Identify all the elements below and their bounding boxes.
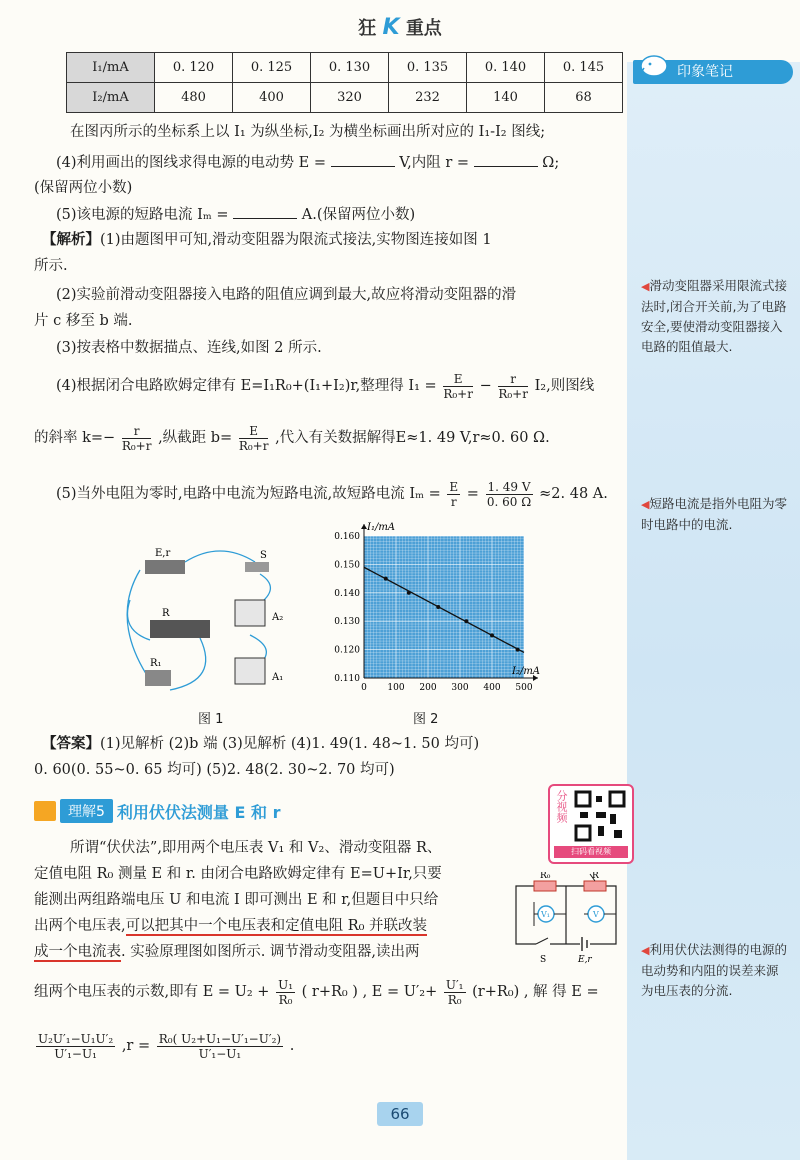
x-tick-label: 100 bbox=[387, 683, 405, 693]
plain-text: 出两个电压表, bbox=[34, 918, 126, 934]
label-er: E,r bbox=[578, 955, 592, 964]
triangle-icon: ◀ bbox=[641, 498, 650, 511]
table-row bbox=[67, 83, 623, 113]
elephant-icon bbox=[636, 44, 672, 80]
x-tick-label: 500 bbox=[515, 683, 533, 693]
data-point bbox=[516, 648, 520, 652]
fig1-label-a2: A₂ bbox=[272, 612, 284, 623]
denominator: R₀+r bbox=[238, 438, 269, 453]
paragraph-line: 所谓“伏伏法”,即用两个电压表 V₁ 和 V₂、滑动变阻器 R、 bbox=[70, 840, 442, 856]
table-cell: 232 bbox=[389, 83, 467, 113]
x-tick-label: 0 bbox=[361, 683, 367, 693]
y-tick-label: 0.120 bbox=[334, 645, 360, 656]
resistor-r1-shape bbox=[145, 670, 171, 686]
paragraph-line: (保留两位小数) bbox=[34, 180, 133, 196]
fraction bbox=[443, 372, 473, 401]
fraction bbox=[486, 480, 533, 509]
fraction bbox=[447, 480, 460, 509]
table-cell: 480 bbox=[155, 83, 233, 113]
note-text: 利用伏伏法测得的电源的电动势和内阻的误差来源为电压表的分流. bbox=[641, 942, 787, 998]
numerator: E bbox=[239, 424, 269, 439]
fig1-label-a1: A₁ bbox=[272, 672, 284, 683]
paragraph-line: 所示. bbox=[34, 258, 68, 274]
denominator: R₀+r bbox=[498, 386, 528, 401]
paragraph-line: (3)按表格中数据描点、连线,如图 2 所示. bbox=[56, 340, 322, 356]
x-tick-label: 400 bbox=[483, 683, 501, 693]
formula-line bbox=[34, 420, 619, 456]
table-cell: 0. 130 bbox=[311, 53, 389, 83]
data-point bbox=[464, 619, 468, 623]
table-cell: 140 bbox=[467, 83, 545, 113]
sidebar-heading-text: 印象笔记 bbox=[677, 64, 733, 80]
figure-2-caption: 图 2 bbox=[413, 712, 439, 727]
triangle-icon: ◀ bbox=[641, 944, 650, 957]
table-cell: 400 bbox=[233, 83, 311, 113]
answer-text: (1)见解析 (2)b 端 (3)见解析 (4)1. 49(1. 48~1. 50 均可) bbox=[100, 736, 480, 752]
q5-text: (5)该电源的短路电流 Iₘ = bbox=[56, 207, 229, 223]
scan-caption: 扫码看视频 bbox=[554, 846, 628, 858]
analysis-label: 【解析】 bbox=[42, 231, 100, 248]
data-point bbox=[407, 591, 411, 595]
formula-line: (5)当外电阻为零时,电路中电流为短路电流,故短路电流 Iₘ = $\frac{E}{r}$ = $\frac{1. 49 V}{0. 60 \Omega}$ ≈2. 48 A. bbox=[56, 479, 608, 509]
formula-text: 的斜率 k=− bbox=[34, 430, 116, 446]
paragraph-line: 能测出两组路端电压 U 和电流 I 即可测出 E 和 r,但题目中只给 bbox=[34, 892, 439, 908]
analysis-text: (1)由题图甲可知,滑动变阻器为限流式接法,实物图连接如图 1 bbox=[100, 232, 492, 248]
fraction bbox=[122, 424, 152, 453]
sidebar-note-3 bbox=[641, 940, 789, 1001]
underlined-text: 成一个电流表 bbox=[34, 944, 121, 960]
fig1-label-s: S bbox=[260, 550, 267, 561]
y-tick-label: 0.110 bbox=[334, 674, 360, 684]
fraction bbox=[498, 372, 528, 401]
table-cell: 0. 140 bbox=[467, 53, 545, 83]
row-header: I₁/mA bbox=[67, 53, 155, 83]
data-point bbox=[436, 605, 440, 609]
formula-line bbox=[34, 972, 619, 1012]
section-heading bbox=[34, 799, 280, 823]
figure-1-caption: 图 1 bbox=[198, 712, 224, 727]
figure-1-apparatus bbox=[110, 540, 300, 705]
fraction bbox=[157, 1032, 283, 1061]
fig1-label-er: E,r bbox=[155, 548, 171, 559]
battery-shape bbox=[145, 560, 185, 574]
sidebar-note-2 bbox=[641, 494, 789, 535]
numerator: E bbox=[449, 479, 459, 494]
paragraph-line: 在图丙所示的坐标系上以 I₁ 为纵坐标,I₂ 为横坐标画出所对应的 I₁-I₂ 图线; bbox=[70, 124, 546, 140]
formula-text: I₂,则图线 bbox=[534, 378, 595, 394]
formula-text: . bbox=[289, 1038, 295, 1054]
numerator: R₀( U₂+U₁−U′₁−U′₂) bbox=[158, 1031, 282, 1046]
table-cell: 0. 120 bbox=[155, 53, 233, 83]
page-header bbox=[0, 14, 800, 40]
formula-text: ,纵截距 b= bbox=[158, 430, 233, 446]
data-table bbox=[66, 52, 623, 113]
denominator: R₀ bbox=[447, 992, 462, 1007]
numerator: r bbox=[498, 372, 528, 387]
formula-text: (5)当外电阻为零时,电路中电流为短路电流,故短路电流 Iₘ = bbox=[56, 486, 441, 502]
header-left: 狂 bbox=[358, 18, 377, 39]
formula-text: (r+R₀) , 解 得 E = bbox=[472, 984, 599, 1000]
table-cell: 0. 135 bbox=[389, 53, 467, 83]
denominator: U′₁−U₁ bbox=[54, 1046, 97, 1061]
q4-text: (4)利用画出的图线求得电源的电动势 E = bbox=[56, 155, 326, 171]
numerator: r bbox=[122, 424, 152, 439]
paragraph-line: 片 c 移至 b 端. bbox=[34, 313, 133, 329]
table-row bbox=[67, 53, 623, 83]
q4-text: V,内阻 r = bbox=[399, 155, 470, 171]
y-tick-label: 0.160 bbox=[334, 532, 360, 542]
numerator: 1. 49 V bbox=[487, 479, 531, 494]
triangle-icon: ◀ bbox=[641, 280, 650, 293]
answer-line bbox=[42, 734, 627, 754]
circuit-diagram bbox=[510, 872, 622, 964]
section-title: 利用伏伏法测量 E 和 r bbox=[116, 802, 281, 822]
q5-text: A.(保留两位小数) bbox=[301, 207, 416, 223]
formula-line bbox=[56, 368, 641, 404]
section-tag: 理解5 bbox=[60, 799, 113, 823]
ammeter-a2-shape bbox=[235, 600, 265, 626]
formula-text: (4)根据闭合电路欧姆定律有 E=I₁R₀+(I₁+I₂)r,整理得 I₁ = bbox=[56, 378, 437, 394]
formula-text: 组两个电压表的示数,即有 E = U₂ + bbox=[34, 984, 270, 1000]
header-right: 重点 bbox=[405, 18, 442, 39]
y-axis-label: I₁/mA bbox=[367, 522, 396, 533]
fraction bbox=[36, 1032, 115, 1061]
paragraph-line: (2)实验前滑动变阻器接入电路的阻值应调到最大,故应将滑动变阻器的滑 bbox=[56, 287, 517, 303]
denominator: 0. 60 Ω bbox=[486, 494, 532, 509]
formula-text: ( r+R₀ ) , E = U′₂+ bbox=[301, 984, 438, 1000]
numerator: E bbox=[443, 372, 473, 387]
y-tick-label: 0.130 bbox=[334, 617, 360, 628]
y-tick-label: 0.140 bbox=[334, 588, 360, 599]
paragraph-line: 定值电阻 R₀ 测量 E 和 r. 由闭合电路欧姆定律有 E=U+Ir,只要 bbox=[34, 866, 442, 882]
table-cell: 68 bbox=[545, 83, 623, 113]
note-text: 短路电流是指外电阻为零时电路中的电流. bbox=[641, 496, 787, 532]
data-point bbox=[490, 633, 494, 637]
fig1-label-r1: R₁ bbox=[150, 658, 162, 669]
table-cell: 0. 125 bbox=[233, 53, 311, 83]
figure-2-chart bbox=[320, 518, 548, 703]
formula-text: − bbox=[479, 378, 492, 394]
book-icon bbox=[34, 801, 56, 821]
answer-blank bbox=[233, 204, 297, 219]
y-tick-label: 0.150 bbox=[334, 560, 360, 571]
sidebar-note-1 bbox=[641, 276, 789, 357]
label-v2: V bbox=[593, 910, 599, 919]
label-r0: R₀ bbox=[540, 872, 551, 881]
plain-text: . 实验原理图如图所示. 调节滑动变阻器,读出两 bbox=[121, 944, 420, 960]
ammeter-a1-shape bbox=[235, 658, 265, 684]
answer-blank bbox=[331, 152, 395, 167]
question-5 bbox=[56, 204, 641, 225]
table-cell: 320 bbox=[311, 83, 389, 113]
label-r: R bbox=[592, 872, 599, 881]
data-point bbox=[384, 577, 388, 581]
label-s: S bbox=[540, 955, 547, 964]
page-number: 66 bbox=[377, 1102, 423, 1126]
formula-text: ,代入有关数据解得E≈1. 49 V,r≈0. 60 Ω. bbox=[275, 430, 550, 446]
rheostat-r bbox=[584, 881, 606, 891]
rheostat-shape bbox=[150, 620, 210, 638]
denominator: R₀+r bbox=[443, 386, 473, 401]
denominator: R₀+r bbox=[121, 438, 152, 453]
x-tick-label: 300 bbox=[451, 683, 469, 693]
formula-text: ≈2. 48 A. bbox=[539, 486, 608, 502]
resistor-r0 bbox=[534, 881, 556, 891]
row-header: I₂/mA bbox=[67, 83, 155, 113]
note-text: 滑动变阻器采用限流式接法时,闭合开关前,为了电路安全,要使滑动变阻器接入电路的阻值最大. bbox=[641, 278, 787, 354]
denominator: R₀ bbox=[278, 992, 293, 1007]
numerator: U′₁ bbox=[445, 977, 464, 992]
video-label: 分视频 bbox=[555, 790, 568, 823]
formula-line bbox=[34, 1026, 619, 1066]
denominator: r bbox=[450, 494, 457, 509]
switch-shape bbox=[245, 562, 269, 572]
denominator: U′₁−U₁ bbox=[198, 1046, 242, 1061]
numerator: U₁ bbox=[278, 977, 294, 992]
underlined-text: 可以把其中一个电压表和定值电阻 R₀ 并联改装 bbox=[125, 918, 428, 934]
x-axis-label: I₂/mA bbox=[512, 666, 541, 677]
analysis-line bbox=[42, 230, 627, 250]
x-tick-label: 200 bbox=[419, 683, 437, 693]
qr-code-icon[interactable] bbox=[574, 790, 626, 842]
formula-text: ,r = bbox=[121, 1038, 151, 1054]
label-v1: V₁ bbox=[541, 910, 550, 919]
fig1-label-r: R bbox=[162, 608, 170, 619]
fraction bbox=[444, 978, 466, 1007]
header-k-logo: K bbox=[382, 15, 400, 40]
question-4 bbox=[56, 152, 641, 173]
fraction bbox=[239, 424, 269, 453]
q4-text: Ω; bbox=[542, 155, 560, 171]
fraction bbox=[276, 978, 295, 1007]
answer-label: 【答案】 bbox=[42, 735, 100, 752]
table-cell: 0. 145 bbox=[545, 53, 623, 83]
numerator: U₂U′₁−U₁U′₂ bbox=[38, 1031, 114, 1046]
answer-line-2: 0. 60(0. 55~0. 65 均可) (5)2. 48(2. 30~2. 70 均可) bbox=[34, 762, 395, 778]
answer-blank bbox=[474, 152, 538, 167]
